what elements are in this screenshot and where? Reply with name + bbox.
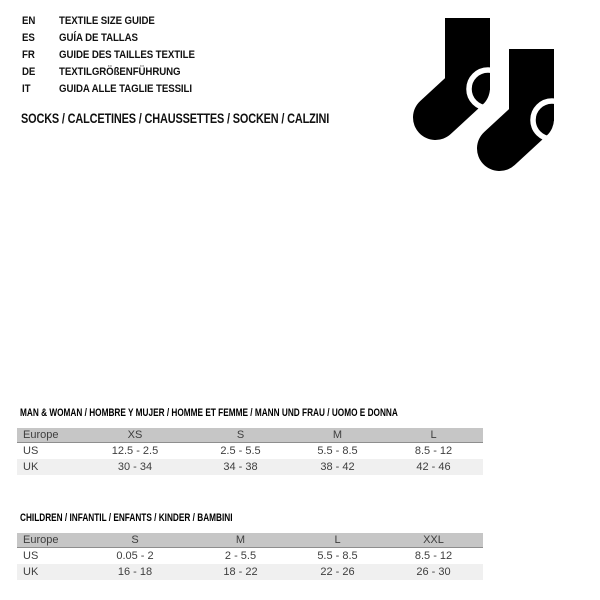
column-header: S <box>80 533 190 548</box>
column-header: Europe <box>17 533 80 548</box>
column-header: L <box>384 428 483 443</box>
column-header: L <box>291 533 384 548</box>
column-header: M <box>291 428 384 443</box>
column-header: XXL <box>384 533 483 548</box>
size-cell: 16 - 18 <box>80 564 190 580</box>
size-cell: 8.5 - 12 <box>414 445 453 457</box>
table-row <box>17 443 483 460</box>
language-row <box>22 47 213 64</box>
row-label: UK <box>17 459 80 475</box>
table-header-row <box>17 533 483 548</box>
size-cell: 26 - 30 <box>384 564 483 580</box>
size-cell: 2.5 - 5.5 <box>220 445 261 457</box>
table-row <box>17 564 483 580</box>
language-label: TEXTILE SIZE GUIDE <box>59 15 155 28</box>
size-cell: 30 - 34 <box>80 459 190 475</box>
language-label: GUÍA DE TALLAS <box>59 32 138 45</box>
column-header: XS <box>80 428 190 443</box>
adult-table-title: MAN & WOMAN / HOMBRE Y MUJER / HOMME ET FEMME / MANN UND FRAU / UOMO E DONNA <box>20 407 398 419</box>
children-size-table <box>17 533 483 580</box>
row-label: US <box>23 550 39 562</box>
table-row <box>17 459 483 475</box>
language-code: FR <box>22 49 35 62</box>
language-row <box>22 13 213 30</box>
row-label: US <box>23 445 39 457</box>
language-label: TEXTILGRÖßENFÜHRUNG <box>59 66 181 79</box>
size-cell: 22 - 26 <box>291 564 384 580</box>
size-cell: 34 - 38 <box>190 459 291 475</box>
language-code: DE <box>22 66 36 79</box>
column-header: S <box>190 428 291 443</box>
sock-left-icon <box>436 18 508 118</box>
row-label: UK <box>17 564 80 580</box>
language-code: EN <box>22 15 36 28</box>
language-code: IT <box>22 83 31 95</box>
size-cell: 0.05 - 2 <box>116 550 154 562</box>
size-cell: 18 - 22 <box>190 564 291 580</box>
table-header-row <box>17 428 483 443</box>
sock-right-icon <box>500 49 572 149</box>
language-row <box>22 30 213 47</box>
size-cell: 5.5 - 8.5 <box>317 550 358 562</box>
column-header: M <box>190 533 291 548</box>
size-cell: 2 - 5.5 <box>224 550 257 562</box>
language-row <box>22 64 213 81</box>
size-cell: 42 - 46 <box>384 459 483 475</box>
language-code: ES <box>22 32 35 45</box>
size-cell: 38 - 42 <box>291 459 384 475</box>
size-cell: 12.5 - 2.5 <box>111 445 159 457</box>
language-list <box>22 13 213 97</box>
language-label: GUIDA ALLE TAGLIE TESSILI <box>59 83 192 95</box>
table-row <box>17 548 483 565</box>
children-table-title: CHILDREN / INFANTIL / ENFANTS / KINDER / BAMBINI <box>20 512 233 524</box>
category-title: SOCKS / CALCETINES / CHAUSSETTES / SOCKEN / CALZINI <box>21 110 330 126</box>
size-cell: 8.5 - 12 <box>414 550 453 562</box>
adult-size-table <box>17 428 483 475</box>
size-cell: 5.5 - 8.5 <box>317 445 358 457</box>
socks-icon <box>400 0 600 200</box>
column-header: Europe <box>17 428 80 443</box>
language-label: GUIDE DES TAILLES TEXTILE <box>59 49 195 62</box>
language-row <box>22 81 213 98</box>
